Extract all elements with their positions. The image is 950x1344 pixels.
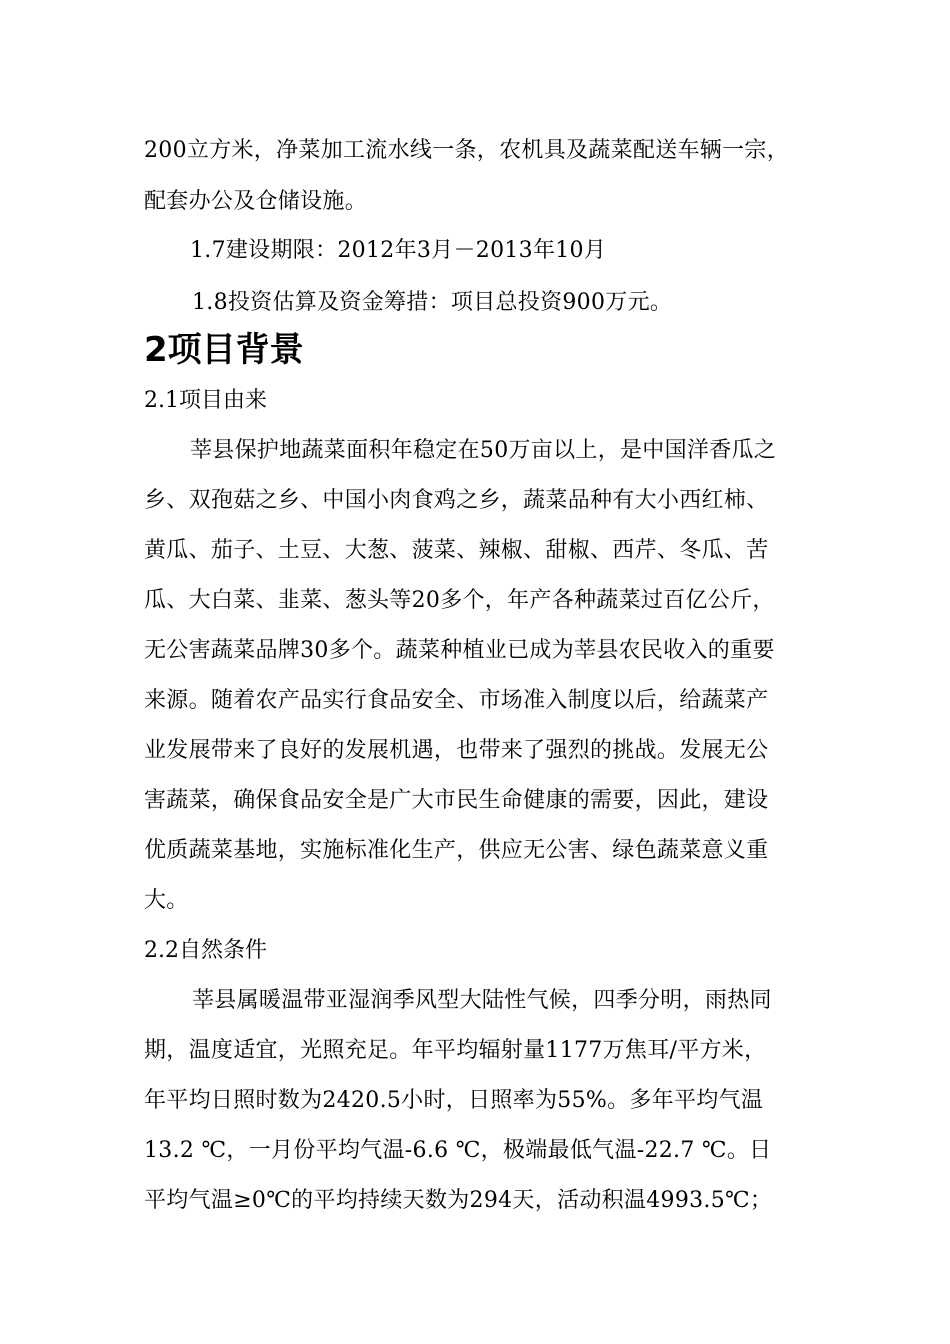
paragraph-line: 大。 (144, 888, 189, 913)
paragraph-line: 平均气温≥0℃的平均持续天数为294天，活动积温4993.5℃； (144, 1188, 773, 1213)
intro-line-2: 配套办公及仓储设施。 (144, 189, 368, 214)
section-2-1-heading: 2.1项目由来 (144, 388, 267, 413)
paragraph-line: 13.2 ℃，一月份平均气温-6.6 ℃，极端最低气温-22.7 ℃。日 (144, 1138, 772, 1163)
section-2-heading: 2项目背景 (144, 330, 304, 370)
paragraph-line: 莘县保护地蔬菜面积年稳定在50万亩以上，是中国洋香瓜之 (190, 438, 777, 463)
paragraph-line: 业发展带来了良好的发展机遇，也带来了强烈的挑战。发展无公 (144, 738, 769, 763)
paragraph-line: 黄瓜、茄子、土豆、大葱、菠菜、辣椒、甜椒、西芹、冬瓜、苦 (144, 538, 769, 563)
paragraph-line: 害蔬菜，确保食品安全是广大市民生命健康的需要，因此，建设 (144, 788, 769, 813)
paragraph-line: 无公害蔬菜品牌30多个。蔬菜种植业已成为莘县农民收入的重要 (144, 638, 775, 663)
intro-line-1: 200立方米，净菜加工流水线一条，农机具及蔬菜配送车辆一宗， (144, 138, 789, 163)
paragraph-line: 年平均日照时数为2420.5小时，日照率为55%。多年平均气温 (144, 1088, 764, 1113)
item-1-7: 1.7建设期限：2012年3月－2013年10月 (190, 238, 607, 263)
paragraph-line: 优质蔬菜基地，实施标准化生产，供应无公害、绿色蔬菜意义重 (144, 838, 769, 863)
paragraph-line: 期，温度适宜，光照充足。年平均辐射量1177万焦耳/平方米， (144, 1038, 767, 1063)
section-2-2-heading: 2.2自然条件 (144, 938, 267, 963)
paragraph-line: 来源。随着农产品实行食品安全、市场准入制度以后，给蔬菜产 (144, 688, 769, 713)
paragraph-line: 莘县属暖温带亚湿润季风型大陆性气候，四季分明，雨热同 (192, 988, 772, 1013)
item-1-8: 1.8投资估算及资金筹措：项目总投资900万元。 (192, 290, 673, 315)
paragraph-line: 瓜、大白菜、韭菜、葱头等20多个，年产各种蔬菜过百亿公斤， (144, 588, 775, 613)
paragraph-line: 乡、双孢菇之乡、中国小肉食鸡之乡，蔬菜品种有大小西红柿、 (144, 488, 769, 513)
